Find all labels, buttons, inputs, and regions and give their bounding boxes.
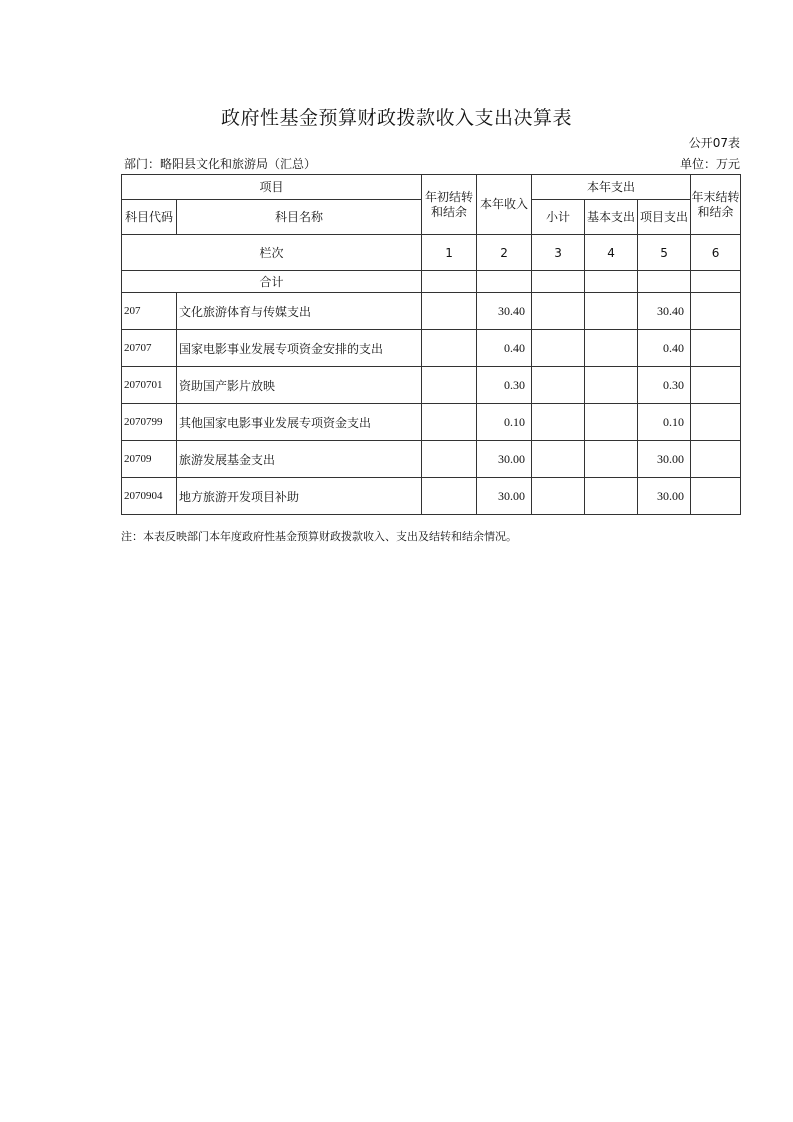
row-closing-balance <box>691 478 741 515</box>
header-project: 项目支出 <box>638 200 691 235</box>
row-code: 2070701 <box>122 367 177 404</box>
column-index: 2 <box>477 235 532 271</box>
row-project: 0.30 <box>638 367 691 404</box>
row-subtotal <box>532 293 585 330</box>
column-index-row <box>122 235 741 271</box>
row-name: 旅游发展基金支出 <box>177 441 422 478</box>
table-row <box>122 293 741 330</box>
total-cell <box>585 271 638 293</box>
header-code: 科目代码 <box>122 200 177 235</box>
total-cell <box>638 271 691 293</box>
row-code: 2070904 <box>122 478 177 515</box>
row-opening-balance <box>422 404 477 441</box>
table-row <box>122 404 741 441</box>
form-code: 公开07表 <box>688 136 740 150</box>
header-item: 项目 <box>122 175 422 200</box>
row-income: 0.10 <box>477 404 532 441</box>
table-row <box>122 367 741 404</box>
department-label: 部门：略阳县文化和旅游局（汇总） <box>124 157 317 171</box>
row-opening-balance <box>422 367 477 404</box>
row-income: 30.00 <box>477 478 532 515</box>
row-basic <box>585 478 638 515</box>
row-basic <box>585 367 638 404</box>
header-opening-balance: 年初结转和结余 <box>422 175 477 235</box>
row-closing-balance <box>691 404 741 441</box>
row-income: 30.00 <box>477 441 532 478</box>
column-index: 3 <box>532 235 585 271</box>
column-index: 5 <box>638 235 691 271</box>
row-name: 文化旅游体育与传媒支出 <box>177 293 422 330</box>
row-project: 30.00 <box>638 441 691 478</box>
row-subtotal <box>532 367 585 404</box>
row-name: 国家电影事业发展专项资金安排的支出 <box>177 330 422 367</box>
header-subtotal: 小计 <box>532 200 585 235</box>
header-income: 本年收入 <box>477 175 532 235</box>
row-name: 资助国产影片放映 <box>177 367 422 404</box>
row-subtotal <box>532 478 585 515</box>
row-code: 207 <box>122 293 177 330</box>
row-code: 2070799 <box>122 404 177 441</box>
header-basic: 基本支出 <box>585 200 638 235</box>
footnote: 注：本表反映部门本年度政府性基金预算财政拨款收入、支出及结转和结余情况。 <box>121 531 517 543</box>
row-closing-balance <box>691 330 741 367</box>
row-name: 地方旅游开发项目补助 <box>177 478 422 515</box>
row-opening-balance <box>422 441 477 478</box>
row-name: 其他国家电影事业发展专项资金支出 <box>177 404 422 441</box>
row-basic <box>585 441 638 478</box>
row-code: 20707 <box>122 330 177 367</box>
row-opening-balance <box>422 330 477 367</box>
header-expense: 本年支出 <box>532 175 691 200</box>
row-opening-balance <box>422 478 477 515</box>
column-index-label: 栏次 <box>122 235 422 271</box>
row-basic <box>585 330 638 367</box>
row-subtotal <box>532 404 585 441</box>
row-code: 20709 <box>122 441 177 478</box>
row-project: 30.00 <box>638 478 691 515</box>
row-closing-balance <box>691 293 741 330</box>
row-opening-balance <box>422 293 477 330</box>
table-row <box>122 478 741 515</box>
row-project: 30.40 <box>638 293 691 330</box>
total-cell <box>477 271 532 293</box>
row-closing-balance <box>691 367 741 404</box>
row-project: 0.40 <box>638 330 691 367</box>
row-closing-balance <box>691 441 741 478</box>
total-label: 合计 <box>122 271 422 293</box>
row-income: 0.40 <box>477 330 532 367</box>
row-income: 0.30 <box>477 367 532 404</box>
table-row <box>122 330 741 367</box>
total-cell <box>422 271 477 293</box>
table-row <box>122 441 741 478</box>
total-cell <box>532 271 585 293</box>
total-row <box>122 271 741 293</box>
header-name: 科目名称 <box>177 200 422 235</box>
report-title: 政府性基金预算财政拨款收入支出决算表 <box>220 107 572 129</box>
header-row-1 <box>122 175 741 200</box>
column-index: 4 <box>585 235 638 271</box>
column-index: 1 <box>422 235 477 271</box>
column-index: 6 <box>691 235 741 271</box>
row-project: 0.10 <box>638 404 691 441</box>
fund-table <box>121 174 741 515</box>
total-cell <box>691 271 741 293</box>
row-subtotal <box>532 441 585 478</box>
row-basic <box>585 293 638 330</box>
header-closing-balance: 年末结转和结余 <box>691 175 741 235</box>
unit-label: 单位：万元 <box>679 157 740 171</box>
row-subtotal <box>532 330 585 367</box>
row-income: 30.40 <box>477 293 532 330</box>
row-basic <box>585 404 638 441</box>
